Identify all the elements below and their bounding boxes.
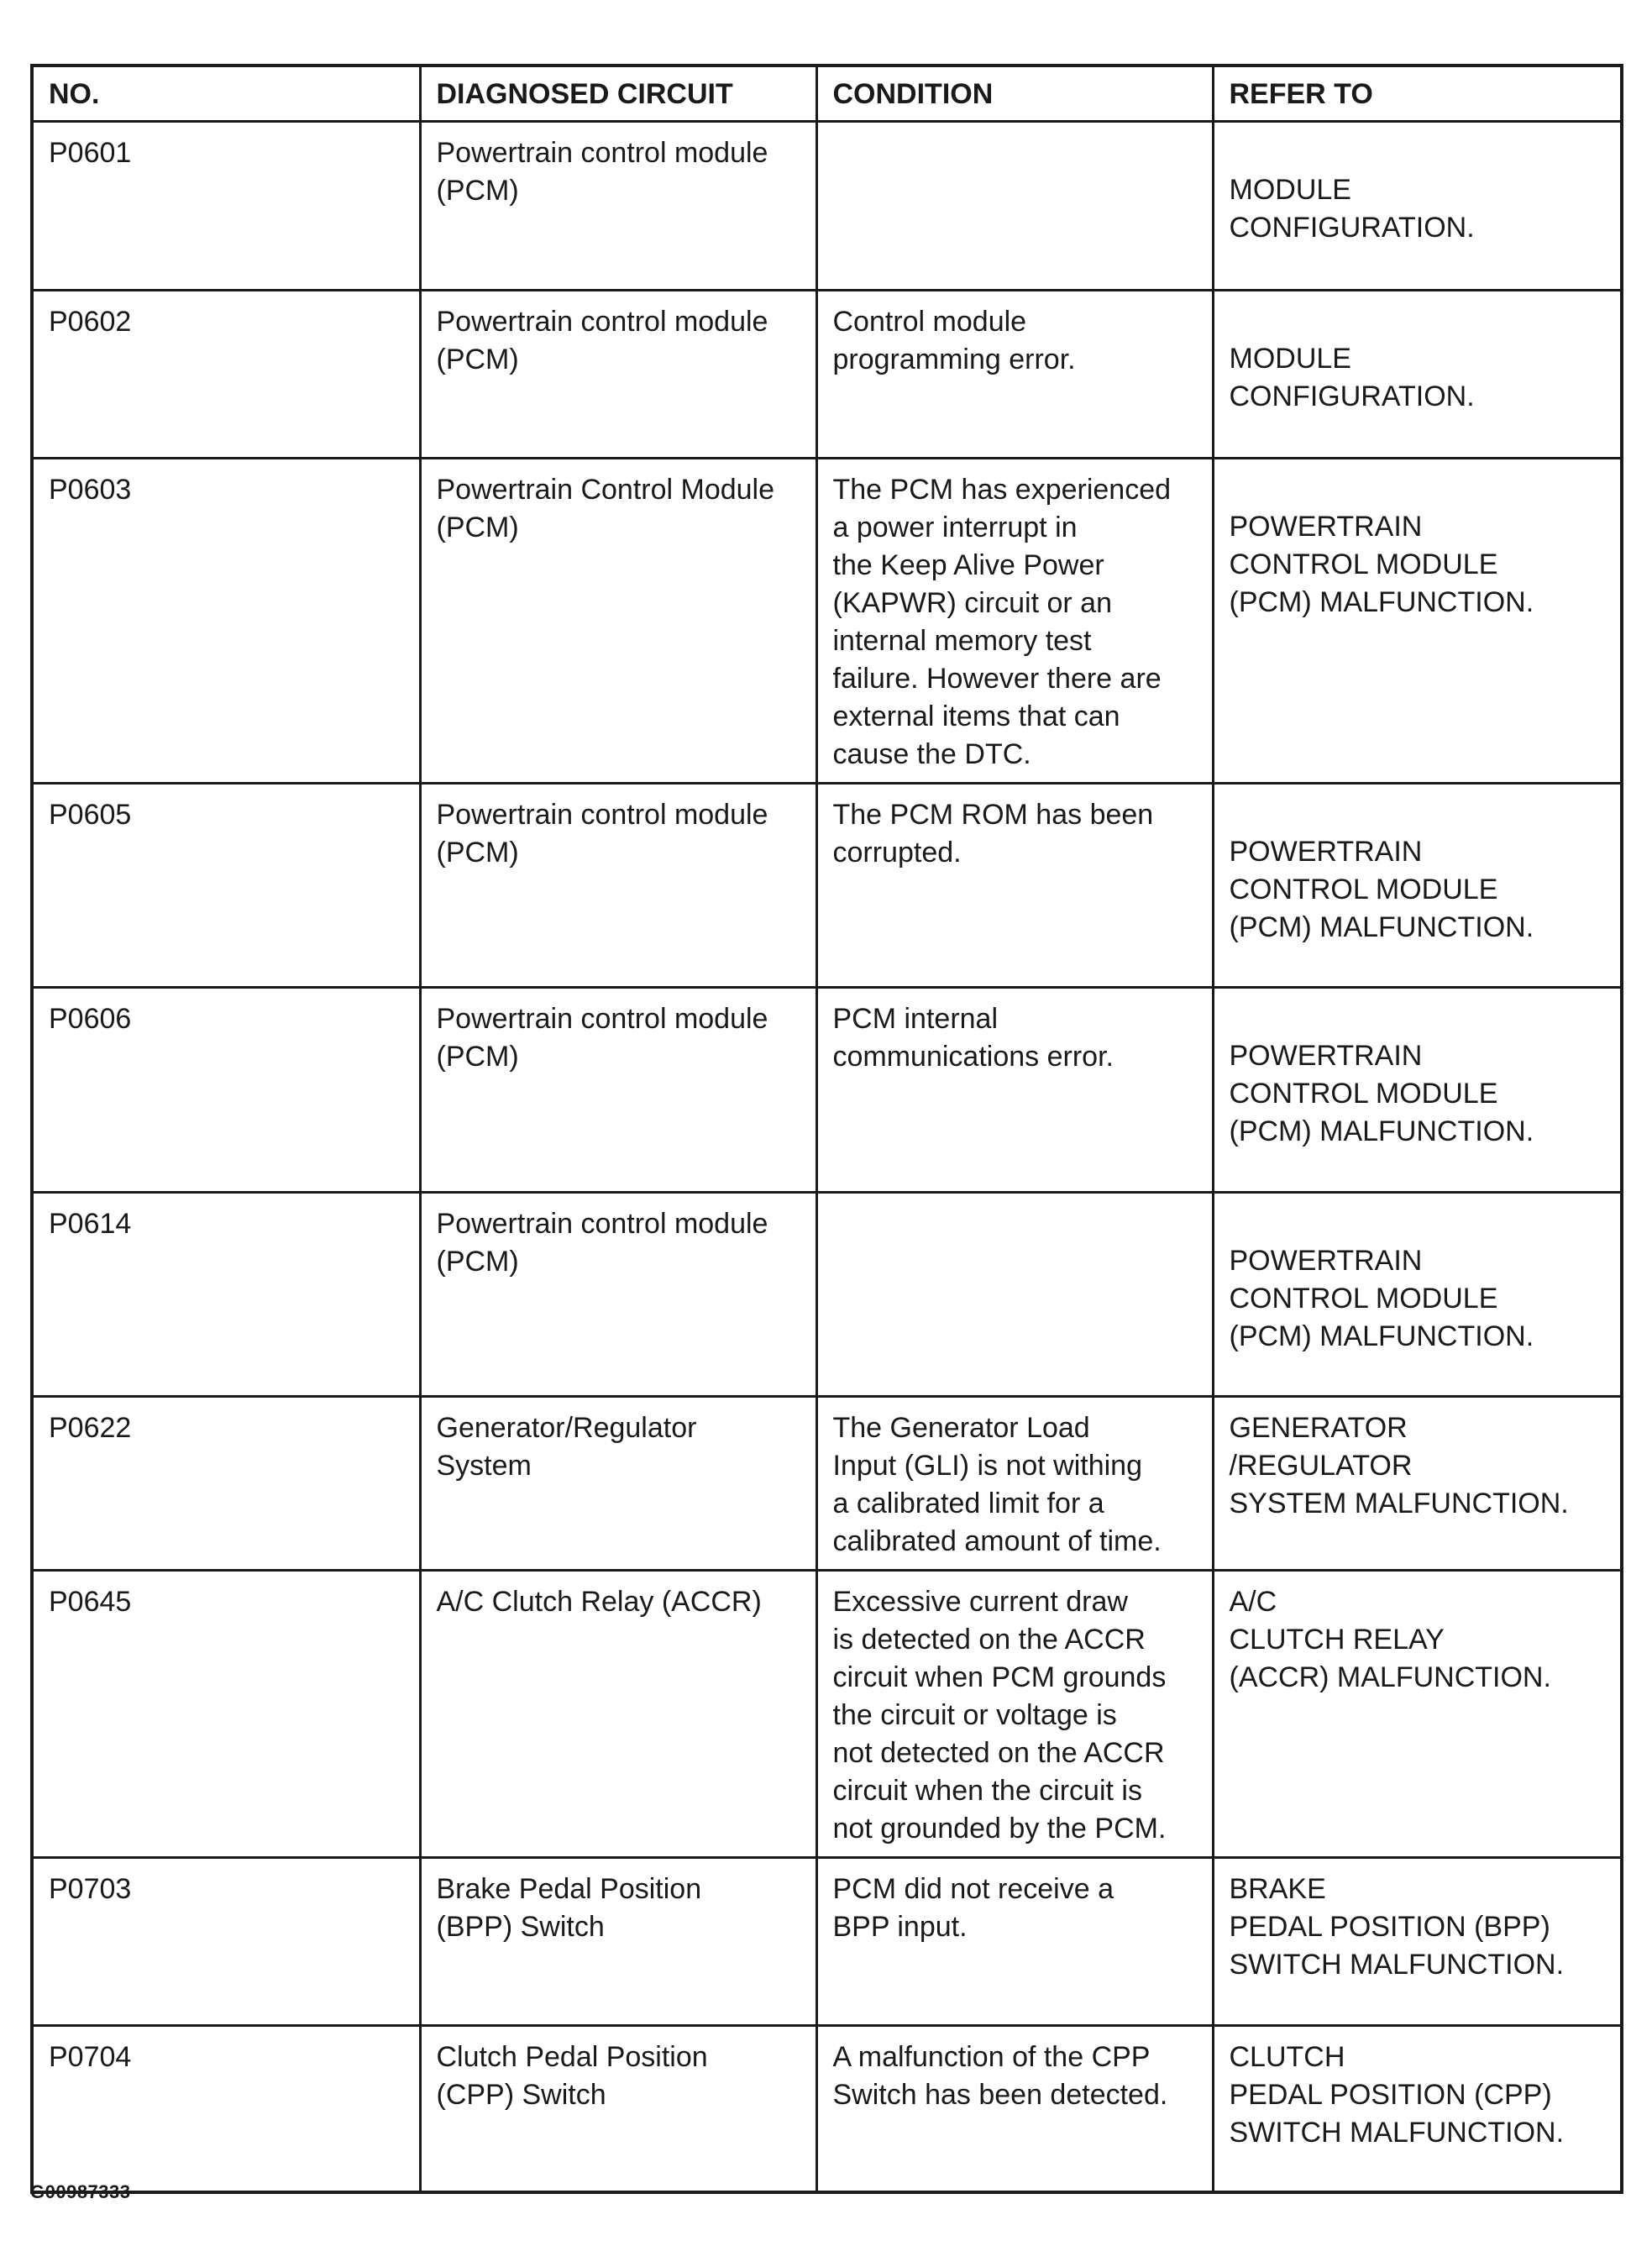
cell-circuit: Powertrain control module (PCM) bbox=[420, 291, 816, 459]
cell-no: P0606 bbox=[32, 988, 420, 1193]
cell-condition bbox=[816, 1193, 1213, 1397]
cell-condition bbox=[816, 122, 1213, 291]
table-row bbox=[32, 988, 1622, 1193]
table-row bbox=[32, 2026, 1622, 2192]
table-header-row bbox=[32, 66, 1622, 122]
cell-refer: BRAKE PEDAL POSITION (BPP) SWITCH MALFUNCTION. bbox=[1213, 1858, 1622, 2026]
cell-no: P0704 bbox=[32, 2026, 420, 2192]
cell-condition: The Generator Load Input (GLI) is not withing a calibrated limit for a calibrated amount of time. bbox=[816, 1397, 1213, 1571]
cell-condition: Excessive current draw is detected on the ACCR circuit when PCM grounds the circuit or voltage is not detected on the ACCR circuit when the circuit is not grounded by the PCM. bbox=[816, 1571, 1213, 1858]
cell-circuit: Powertrain control module (PCM) bbox=[420, 1193, 816, 1397]
table-row bbox=[32, 459, 1622, 784]
cell-no: P0603 bbox=[32, 459, 420, 784]
cell-refer: POWERTRAIN CONTROL MODULE (PCM) MALFUNCTION. bbox=[1213, 784, 1622, 988]
cell-circuit: Powertrain control module (PCM) bbox=[420, 988, 816, 1193]
cell-condition: The PCM has experienced a power interrupt in the Keep Alive Power (KAPWR) circuit or an internal memory test failure. However there are external items that can cause the DTC. bbox=[816, 459, 1213, 784]
table-row bbox=[32, 1858, 1622, 2026]
table-row bbox=[32, 784, 1622, 988]
cell-circuit: Powertrain control module (PCM) bbox=[420, 784, 816, 988]
table-row bbox=[32, 1193, 1622, 1397]
cell-circuit: Generator/Regulator System bbox=[420, 1397, 816, 1571]
cell-refer: GENERATOR /REGULATOR SYSTEM MALFUNCTION. bbox=[1213, 1397, 1622, 1571]
figure-id: G00987333 bbox=[30, 2181, 131, 2202]
cell-circuit: Clutch Pedal Position (CPP) Switch bbox=[420, 2026, 816, 2192]
cell-refer: MODULE CONFIGURATION. bbox=[1213, 122, 1622, 291]
cell-condition: Control module programming error. bbox=[816, 291, 1213, 459]
cell-condition: The PCM ROM has been corrupted. bbox=[816, 784, 1213, 988]
table-row bbox=[32, 122, 1622, 291]
cell-circuit: A/C Clutch Relay (ACCR) bbox=[420, 1571, 816, 1858]
cell-refer: POWERTRAIN CONTROL MODULE (PCM) MALFUNCTION. bbox=[1213, 1193, 1622, 1397]
header-diagnosed-circuit: DIAGNOSED CIRCUIT bbox=[420, 66, 816, 122]
cell-refer: POWERTRAIN CONTROL MODULE (PCM) MALFUNCTION. bbox=[1213, 988, 1622, 1193]
cell-no: P0602 bbox=[32, 291, 420, 459]
table-row bbox=[32, 1397, 1622, 1571]
cell-circuit: Powertrain control module (PCM) bbox=[420, 122, 816, 291]
cell-refer: POWERTRAIN CONTROL MODULE (PCM) MALFUNCTION. bbox=[1213, 459, 1622, 784]
cell-refer: MODULE CONFIGURATION. bbox=[1213, 291, 1622, 459]
cell-no: P0614 bbox=[32, 1193, 420, 1397]
cell-no: P0703 bbox=[32, 1858, 420, 2026]
header-no: NO. bbox=[32, 66, 420, 122]
header-condition: CONDITION bbox=[816, 66, 1213, 122]
header-refer-to: REFER TO bbox=[1213, 66, 1622, 122]
cell-no: P0601 bbox=[32, 122, 420, 291]
table-row bbox=[32, 291, 1622, 459]
cell-condition: PCM did not receive a BPP input. bbox=[816, 1858, 1213, 2026]
table-row bbox=[32, 1571, 1622, 1858]
cell-no: P0605 bbox=[32, 784, 420, 988]
dtc-table bbox=[30, 64, 1623, 2194]
cell-condition: PCM internal communications error. bbox=[816, 988, 1213, 1193]
cell-no: P0622 bbox=[32, 1397, 420, 1571]
cell-no: P0645 bbox=[32, 1571, 420, 1858]
cell-refer: CLUTCH PEDAL POSITION (CPP) SWITCH MALFUNCTION. bbox=[1213, 2026, 1622, 2192]
cell-refer: A/C CLUTCH RELAY (ACCR) MALFUNCTION. bbox=[1213, 1571, 1622, 1858]
cell-circuit: Brake Pedal Position (BPP) Switch bbox=[420, 1858, 816, 2026]
cell-condition: A malfunction of the CPP Switch has been detected. bbox=[816, 2026, 1213, 2192]
cell-circuit: Powertrain Control Module (PCM) bbox=[420, 459, 816, 784]
